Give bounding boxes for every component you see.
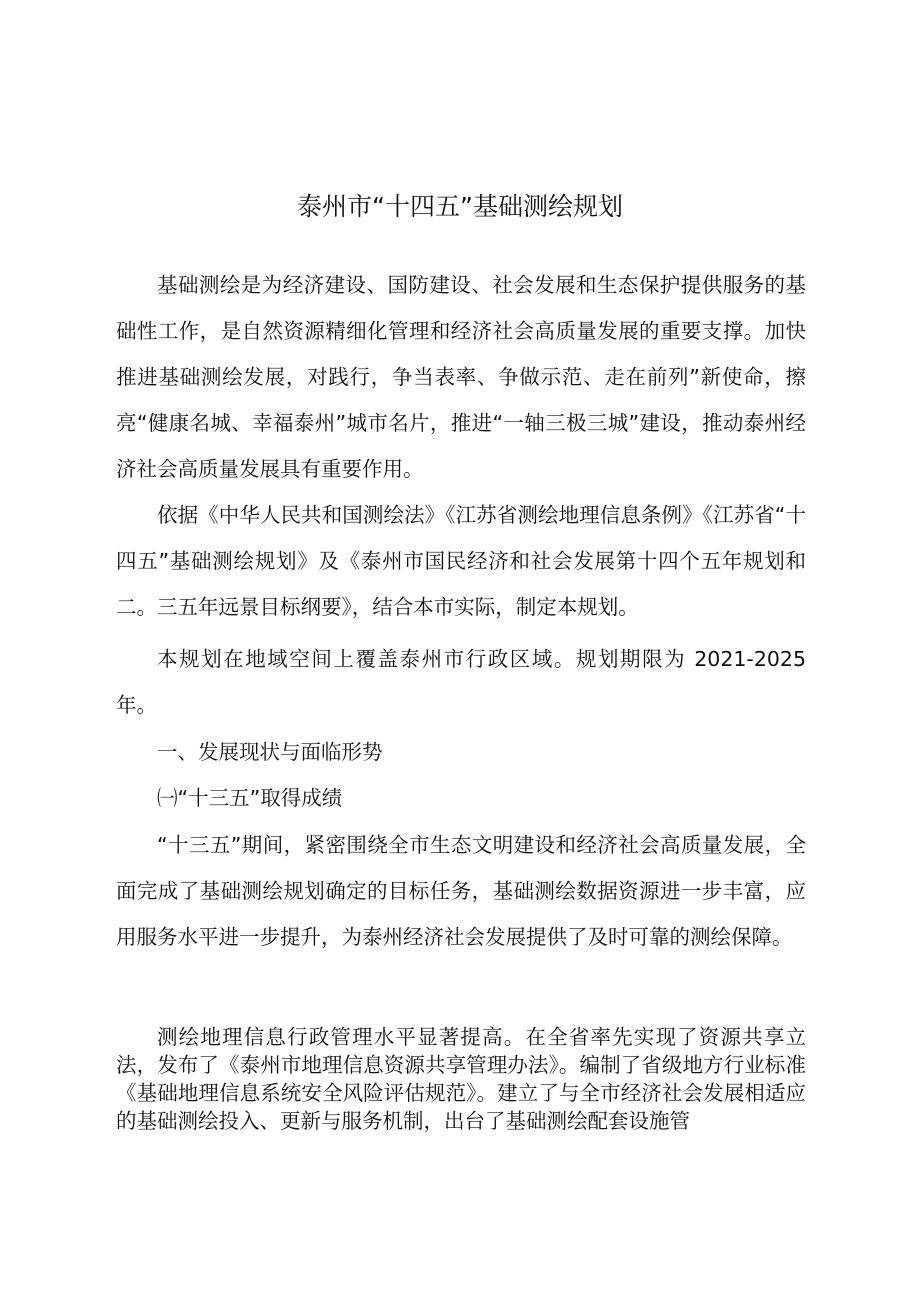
document-title: 泰州市“十四五”基础测绘规划 xyxy=(297,191,623,221)
section-heading: 一、发展现状与面临形势 xyxy=(157,740,383,764)
paragraph-basis: 依据《中华人民共和国测绘法》《江苏省测绘地理信息条例》《江苏省“十四五”基础测绘规划》及《泰州市国民经济和社会发展第十四个五年规划和二。三五年远景目标纲要》，结合本市实际，制定本规划。 xyxy=(116,503,806,619)
subsection-heading: ㈠“十三五”取得成绩 xyxy=(157,786,343,810)
paragraph-intro: 基础测绘是为经济建设、国防建设、社会发展和生态保护提供服务的基础性工作，是自然资源精细化管理和经济社会高质量发展的重要支撑。加快推进基础测绘发展，对践行，争当表率、争做示范、走在前列”新使命，擦亮“健康名城、幸福泰州”城市名片，推进“一轴三极三城”建设，推动泰州经济社会高质量发展具有重要作用。 xyxy=(116,273,806,481)
paragraph-scope: 本规划在地域空间上覆盖泰州市行政区域。规划期限为 2021-2025 年。 xyxy=(116,647,806,717)
paragraph-administration: 测绘地理信息行政管理水平显著提高。在全省率先实现了资源共享立法，发布了《泰州市地理信息资源共享管理办法》。编制了省级地方行业标准《基础地理信息系统安全风险评估规范》。建立了与全市经济社会发展相适应的基础测绘投入、更新与服务机制，出台了基础测绘配套设施管 xyxy=(116,1025,806,1133)
paragraph-achievements: “十三五”期间，紧密围绕全市生态文明建设和经济社会高质量发展，全面完成了基础测绘规划确定的目标任务，基础测绘数据资源进一步丰富，应用服务水平进一步提升，为泰州经济社会发展提供了及时可靠的测绘保障。 xyxy=(116,833,806,949)
